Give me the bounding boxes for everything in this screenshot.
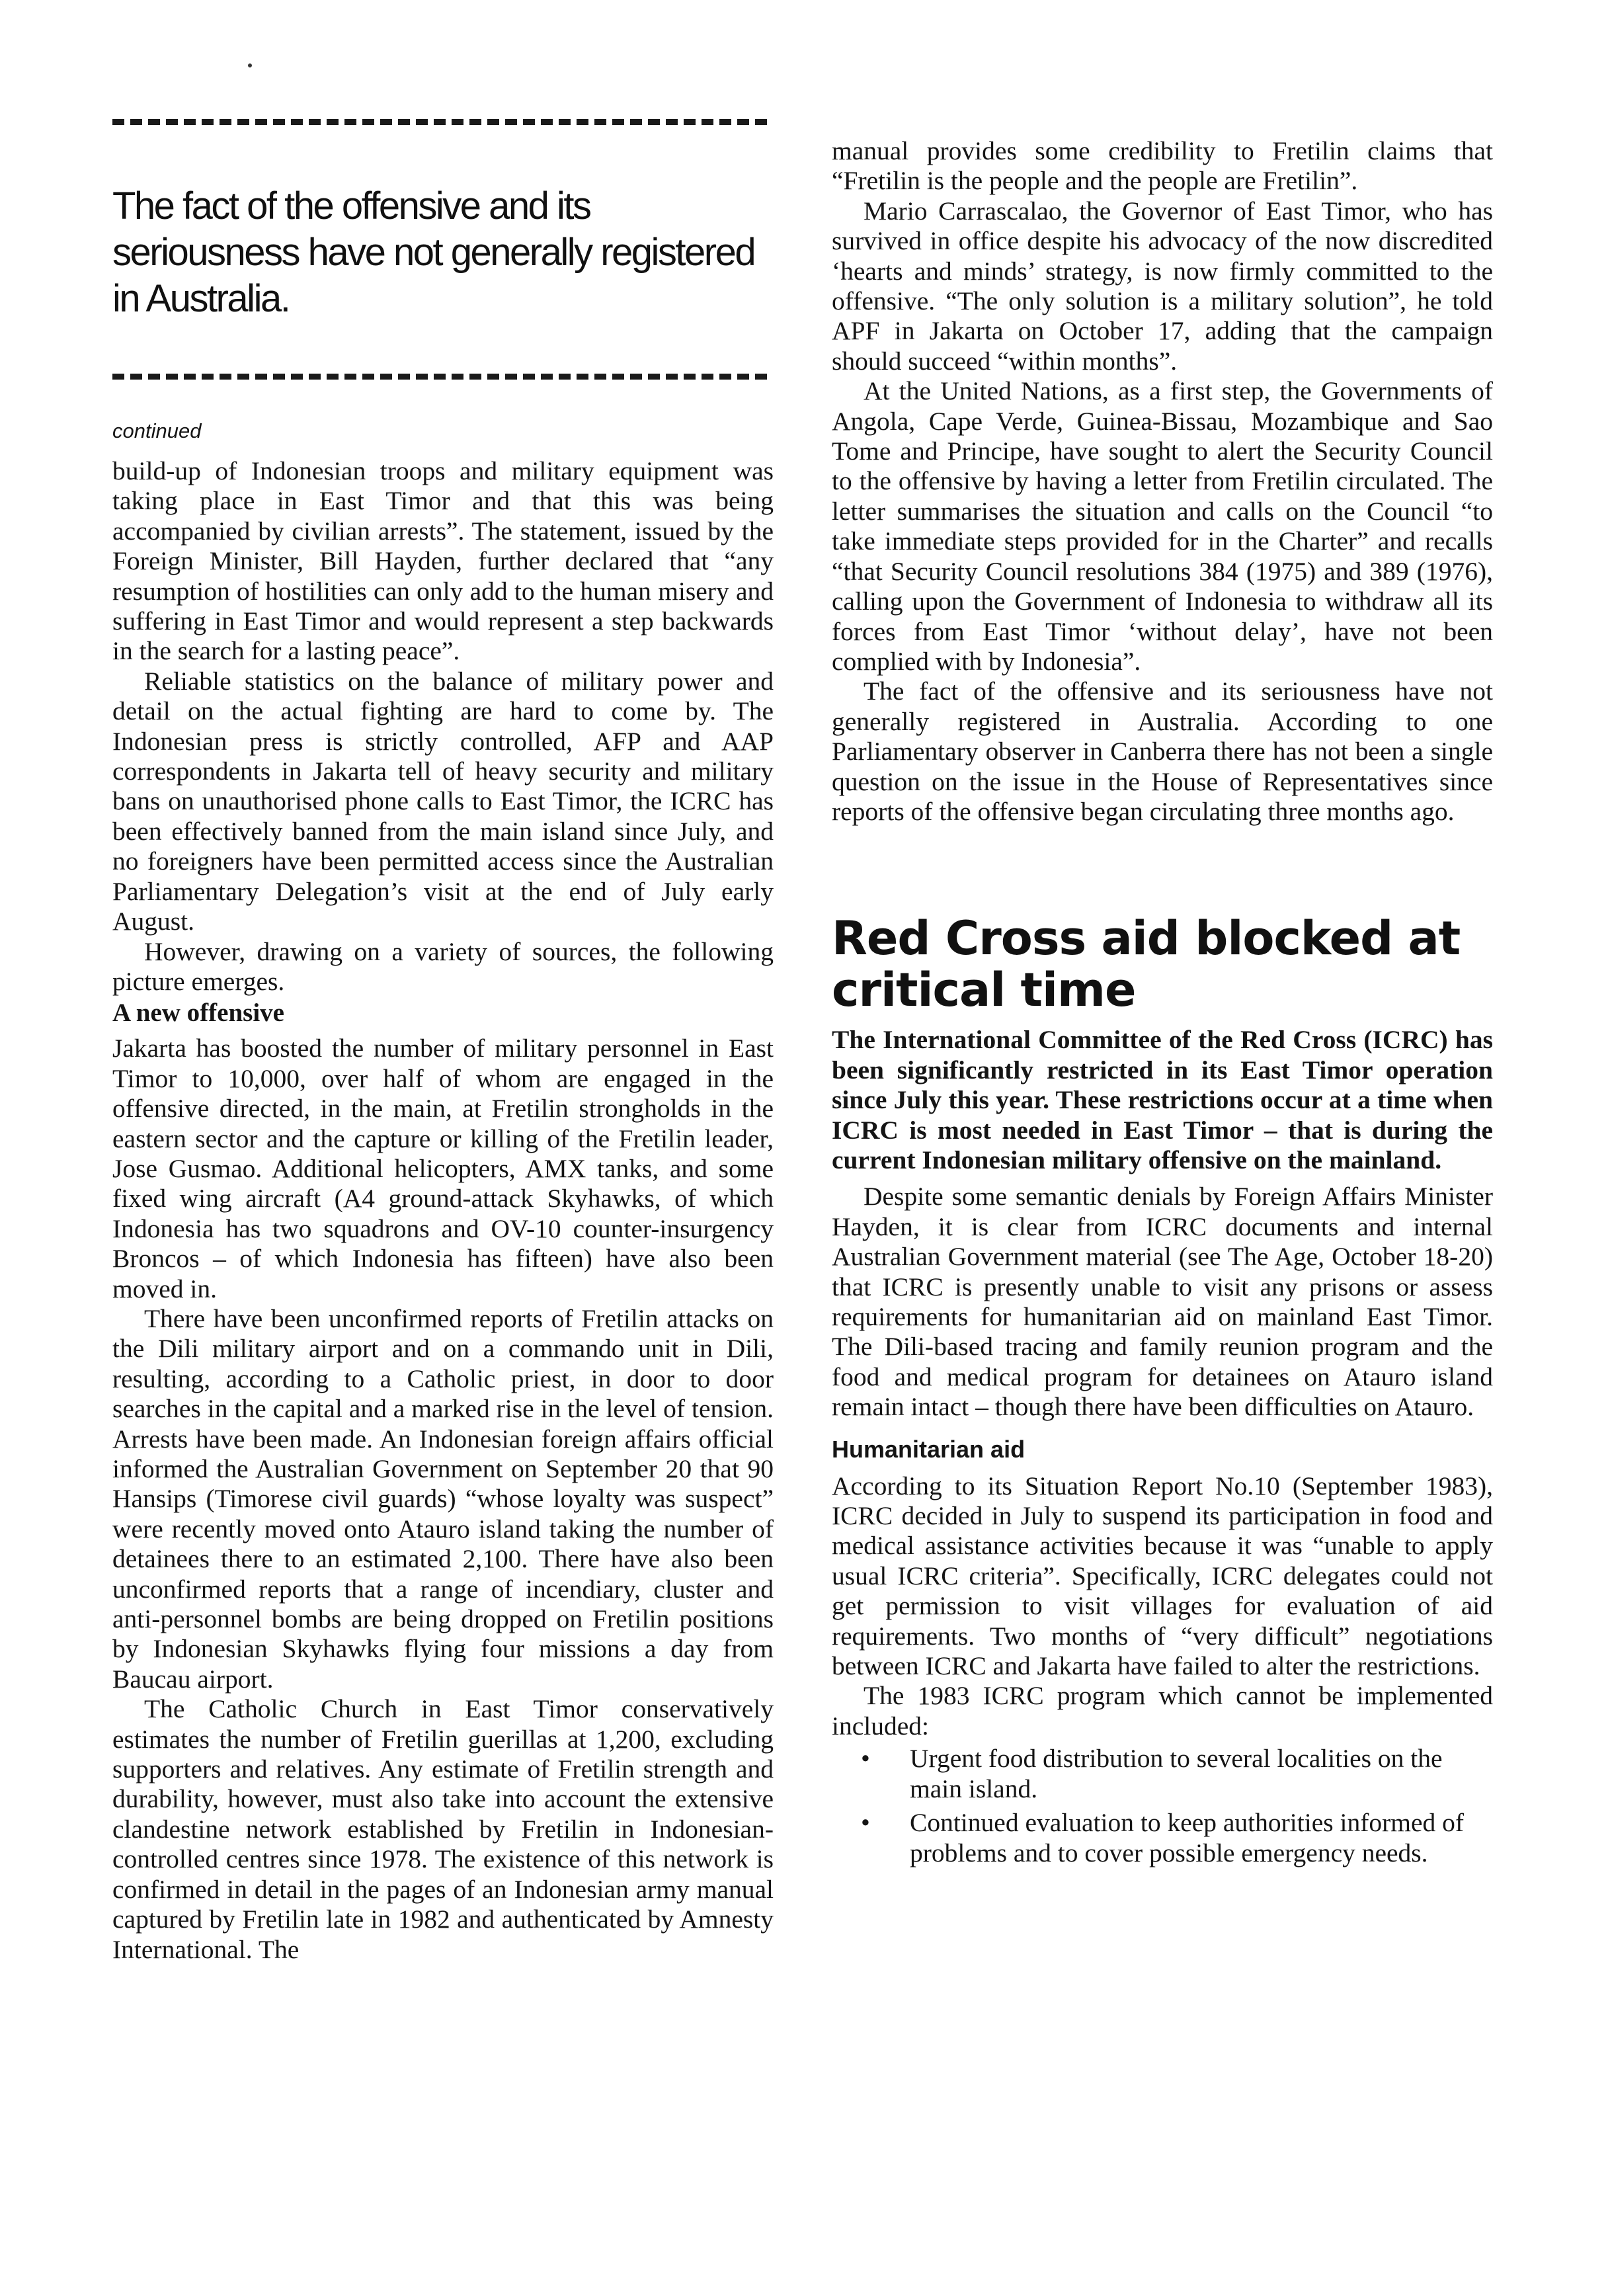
left-column [112,119,774,1965]
body-paragraph: The Catholic Church in East Timor conservatively estimates the number of Fretilin guerillas at 1,200, excluding supporters and relatives. Any estimate of Fretilin strength and durability, however, must also take into account the extensive clandestine network established by Fretilin in Indonesian-controlled centres since 1978. The existence of this network is confirmed in detail in the pages of an Indonesian army manual captured by Fretilin late in 1982 and authenticated by Amnesty International. The [112,1694,774,1964]
list-item-text: Continued evaluation to keep authorities informed of problems and to cover possible emergency needs. [910,1808,1465,1867]
pullquote-bottom-rule [112,374,767,380]
bullet-icon: • [861,1808,870,1838]
body-paragraph: However, drawing on a variety of sources, the following picture emerges. [112,936,774,996]
list-item [832,1744,1493,1804]
list-item-text: Urgent food distribution to several localities on the main island. [910,1744,1443,1803]
article-headline: Red Cross aid blocked at critical time [832,911,1461,1018]
body-paragraph: According to its Situation Report No.10 (September 1983), ICRC decided in July to suspend its participation in food and medical assistance activities because it was “unable to apply usual ICRC criteria”. Specifically, ICRC delegates could not get permission to visit villages for evaluation of aid requirements. Two months of “very difficult” negotiations between ICRC and Jakarta have failed to alter the restrictions. [832,1471,1493,1681]
body-paragraph: At the United Nations, as a first step, the Governments of Angola, Cape Verde, Guinea-Bissau, Mozambique and Sao Tome and Principe, have sought to alert the Security Council to the offensive by having a letter from Fretilin circulated. The letter summarises the situation and calls on the Council “to take immediate steps provided for in the Charter” and recalls “that Security Council resolutions 384 (1975) and 389 (1976), calling upon the Government of Indonesia to withdraw all its forces from East Timor ‘without delay’, have not been complied with by Indonesia”. [832,376,1493,676]
continued-label: continued [112,419,202,442]
section-subhead: A new offensive [112,999,284,1028]
section-subhead: Humanitarian aid [832,1435,1025,1463]
body-paragraph: There have been unconfirmed reports of Fretilin attacks on the Dili military airport and on a commando unit in Dili, resulting, according to a Catholic priest, in door to door searches in the capital and a marked rise in the level of tension. Arrests have been made. An Indonesian foreign affairs official informed the Australian Government on September 20 that 90 Hansips (Timorese civil guards) “whose loyalty was suspect” were recently moved onto Atauro island taking the number of detainees there to an estimated 2,100. There have also been unconfirmed reports that a range of incendiary, cluster and anti-personnel bombs are being dropped on Fretilin positions by Indonesian Skyhawks flying four missions a day from Baucau airport. [112,1303,774,1694]
pullquote-top-rule [112,119,767,125]
body-paragraph: build-up of Indonesian troops and military equipment was taking place in East Timor and that this was being accompanied by civilian arrests”. The statement, issued by the Foreign Minister, Bill Hayden, further declared that “any resumption of hostilities can only add to the human misery and suffering in East Timor and would represent a step backwards in the search for a lasting peace”. [112,456,774,666]
body-paragraph: Despite some semantic denials by Foreign Affairs Minister Hayden, it is clear from ICRC documents and internal Australian Government material (see The Age, October 18-20) that ICRC is presently unable to visit any prisons or assess requirements for humanitarian aid on mainland East Timor. The Dili-based tracing and family reunion program and the food and medical program for detainees on Atauro island remain intact – though there have been difficulties on Atauro. [832,1182,1493,1422]
body-paragraph: Reliable statistics on the balance of military power and detail on the actual fighting are hard to come by. The Indonesian press is strictly controlled, AFP and AAP correspondents in Jakarta tell of heavy security and military bans on unauthorised phone calls to East Timor, the ICRC has been effectively banned from the main island since July, and no foreigners have been permitted access since the Australian Parliamentary Delegation’s visit at the end of July early August. [112,666,774,936]
body-paragraph: The fact of the offensive and its seriousness have not generally registered in Australia. According to one Parliamentary observer in Canberra there has not been a single question on the issue in the House of Representatives since reports of the offensive began circulating three months ago. [832,676,1493,826]
body-paragraph: The 1983 ICRC program which cannot be implemented included: [832,1681,1493,1741]
list-item [832,1808,1493,1868]
print-speck [248,63,252,67]
article-lede: The International Committee of the Red Cross (ICRC) has been significantly restricted in its East Timor operation since July this year. These restrictions occur at a time when ICRC is most needed in East Timor – that is during the current Indonesian military offensive on the mainland. [832,1025,1493,1174]
pullquote: The fact of the offensive and its seriousness have not generally registered in Australia. [112,184,755,320]
body-paragraph: Jakarta has boosted the number of military personnel in East Timor to 10,000, over half of whom are engaged in the offensive directed, in the main, at Fretilin strongholds in the eastern sector and the capture or killing of the Fretilin leader, Jose Gusmao. Additional helicopters, AMX tanks, and some fixed wing aircraft (A4 ground-attack Skyhawks, of which Indonesia has two squadrons and OV-10 counter-insurgency Broncos – of which Indonesia has fifteen) have also been moved in. [112,1034,774,1303]
body-paragraph: manual provides some credibility to Fretilin claims that “Fretilin is the people and the people are Fretilin”. [832,136,1493,196]
bullet-icon: • [861,1744,870,1774]
right-column [832,136,1493,1872]
bullet-list [832,1744,1493,1868]
body-paragraph: Mario Carrascalao, the Governor of East Timor, who has survived in office despite his advocacy of the now discredited ‘hearts and minds’ strategy, is now firmly committed to the offensive. “The only solution is a military solution”, he told APF in Jakarta on October 17, adding that the campaign should succeed “within months”. [832,196,1493,376]
